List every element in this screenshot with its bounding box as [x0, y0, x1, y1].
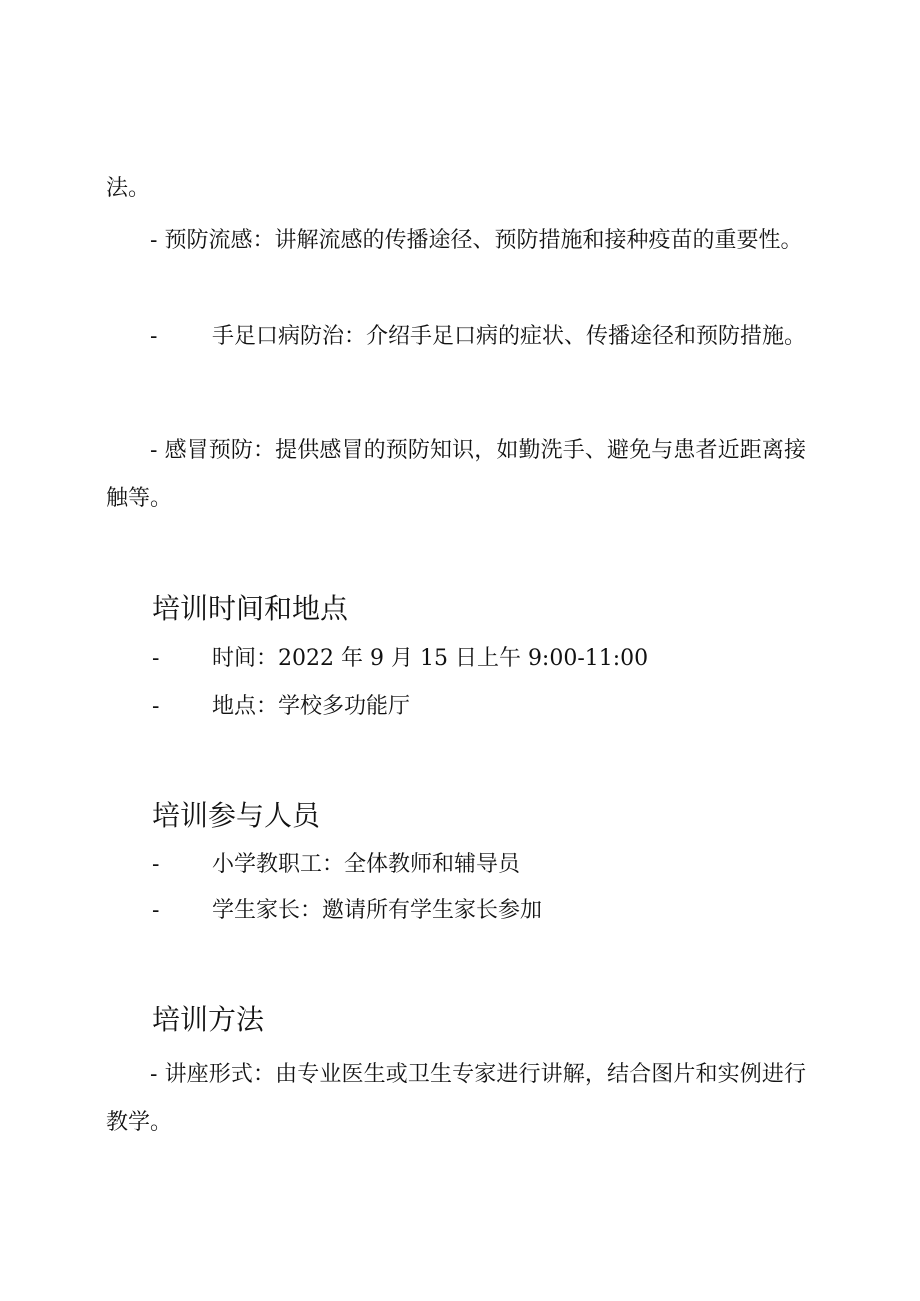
list-dash: -	[152, 852, 160, 877]
bullet-text: 手足口病防治：介绍手足口病的症状、传播途径和预防措施。	[212, 324, 807, 349]
list-dash: -	[152, 694, 160, 719]
list-item-time	[152, 644, 648, 674]
bullet-dash: -	[150, 324, 158, 349]
section-heading-time-place: 培训时间和地点	[152, 592, 349, 625]
bullet-flu	[106, 217, 806, 265]
list-text: 地点：学校多功能厅	[212, 694, 411, 719]
bullet-dash: -	[150, 228, 158, 253]
list-item-place	[152, 692, 410, 722]
list-item-staff	[152, 850, 520, 880]
list-text: 学生家长：邀请所有学生家长参加	[212, 898, 543, 923]
list-text: 小学教职工：全体教师和辅导员	[212, 852, 521, 877]
list-dash: -	[152, 646, 160, 671]
bullet-hfmd	[106, 313, 806, 361]
bullet-lecture	[106, 1051, 806, 1147]
bullet-dash: -	[150, 1062, 158, 1087]
section-heading-participants: 培训参与人员	[152, 799, 321, 832]
list-item-parents	[152, 896, 542, 926]
section-heading-method: 培训方法	[152, 1003, 265, 1036]
list-dash: -	[152, 898, 160, 923]
list-text: 时间：2022 年 9 月 15 日上午 9:00-11:00	[212, 646, 649, 671]
bullet-cold	[106, 427, 806, 523]
bullet-text: 感冒预防：提供感冒的预防知识，如勤洗手、避免与患者近距离接触等。	[106, 438, 806, 511]
intro-tail: 法。	[106, 176, 151, 201]
bullet-text: 讲座形式：由专业医生或卫生专家进行讲解，结合图片和实例进行教学。	[106, 1062, 806, 1135]
bullet-text: 预防流感：讲解流感的传播途径、预防措施和接种疫苗的重要性。	[164, 228, 803, 253]
bullet-dash: -	[150, 438, 158, 463]
